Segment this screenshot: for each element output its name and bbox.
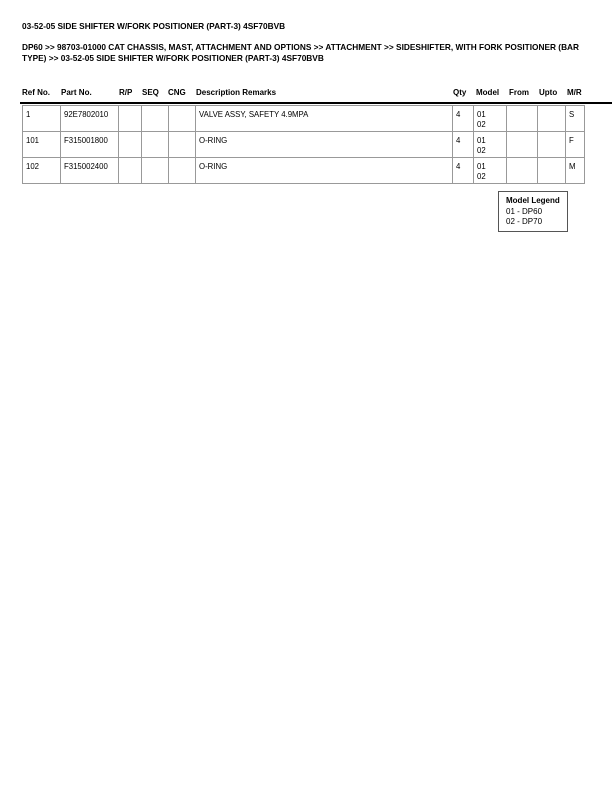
- page-title: 03-52-05 SIDE SHIFTER W/FORK POSITIONER (PART-3) 4SF70BVB: [22, 21, 286, 31]
- cell-model: [474, 158, 507, 184]
- model-code: 01: [477, 162, 486, 171]
- cell-ref-no: 101: [23, 132, 61, 158]
- cell-mr: F: [566, 132, 585, 158]
- cell-mr: M: [566, 158, 585, 184]
- header-model: Model: [476, 88, 500, 97]
- model-code: 02: [477, 172, 486, 181]
- header-divider: [20, 102, 612, 104]
- cell-rp: [119, 106, 142, 132]
- header-seq: SEQ: [142, 88, 159, 97]
- cell-cng: [169, 132, 196, 158]
- cell-qty: 4: [453, 106, 474, 132]
- cell-from: [507, 132, 538, 158]
- cell-part-no: F315001800: [61, 132, 119, 158]
- cell-model: [474, 132, 507, 158]
- cell-ref-no: 102: [23, 158, 61, 184]
- cell-part-no: 92E7802010: [61, 106, 119, 132]
- cell-description: VALVE ASSY, SAFETY 4.9MPA: [196, 106, 453, 132]
- header-description: Description Remarks: [196, 88, 277, 97]
- cell-cng: [169, 158, 196, 184]
- cell-rp: [119, 158, 142, 184]
- cell-part-no: F315002400: [61, 158, 119, 184]
- cell-upto: [538, 106, 566, 132]
- model-legend: [498, 191, 568, 232]
- cell-qty: 4: [453, 132, 474, 158]
- cell-description: O-RING: [196, 158, 453, 184]
- cell-seq: [142, 106, 169, 132]
- cell-qty: 4: [453, 158, 474, 184]
- cell-seq: [142, 132, 169, 158]
- breadcrumb: DP60 >> 98703-01000 CAT CHASSIS, MAST, ATTACHMENT AND OPTIONS >> ATTACHMENT >> SIDESHIFTER, WITH FORK POSITIONER (BAR TYPE) >> 03-52-05 SIDE SHIFTER W/FORK POSITIONER (PART-3) 4SF70BVB: [22, 42, 580, 63]
- cell-description: O-RING: [196, 132, 453, 158]
- header-cng: CNG: [168, 88, 186, 97]
- header-mr: M/R: [567, 88, 582, 97]
- legend-title: Model Legend: [506, 196, 560, 205]
- header-ref-no: Ref No.: [22, 88, 50, 97]
- cell-upto: [538, 132, 566, 158]
- cell-upto: [538, 158, 566, 184]
- parts-table: [22, 105, 585, 184]
- table-row: [23, 106, 585, 132]
- header-from: From: [509, 88, 529, 97]
- header-upto: Upto: [539, 88, 558, 97]
- cell-cng: [169, 106, 196, 132]
- legend-item: 02 - DP70: [506, 217, 543, 226]
- model-code: 02: [477, 146, 486, 155]
- cell-from: [507, 106, 538, 132]
- table-row: [23, 158, 585, 184]
- table-row: [23, 132, 585, 158]
- cell-ref-no: 1: [23, 106, 61, 132]
- header-qty: Qty: [453, 88, 467, 97]
- cell-mr: S: [566, 106, 585, 132]
- header-rp: R/P: [119, 88, 133, 97]
- cell-from: [507, 158, 538, 184]
- cell-seq: [142, 158, 169, 184]
- legend-item: 01 - DP60: [506, 207, 543, 216]
- model-code: 02: [477, 120, 486, 129]
- cell-model: [474, 106, 507, 132]
- model-code: 01: [477, 110, 486, 119]
- header-part-no: Part No.: [61, 88, 92, 97]
- cell-rp: [119, 132, 142, 158]
- model-code: 01: [477, 136, 486, 145]
